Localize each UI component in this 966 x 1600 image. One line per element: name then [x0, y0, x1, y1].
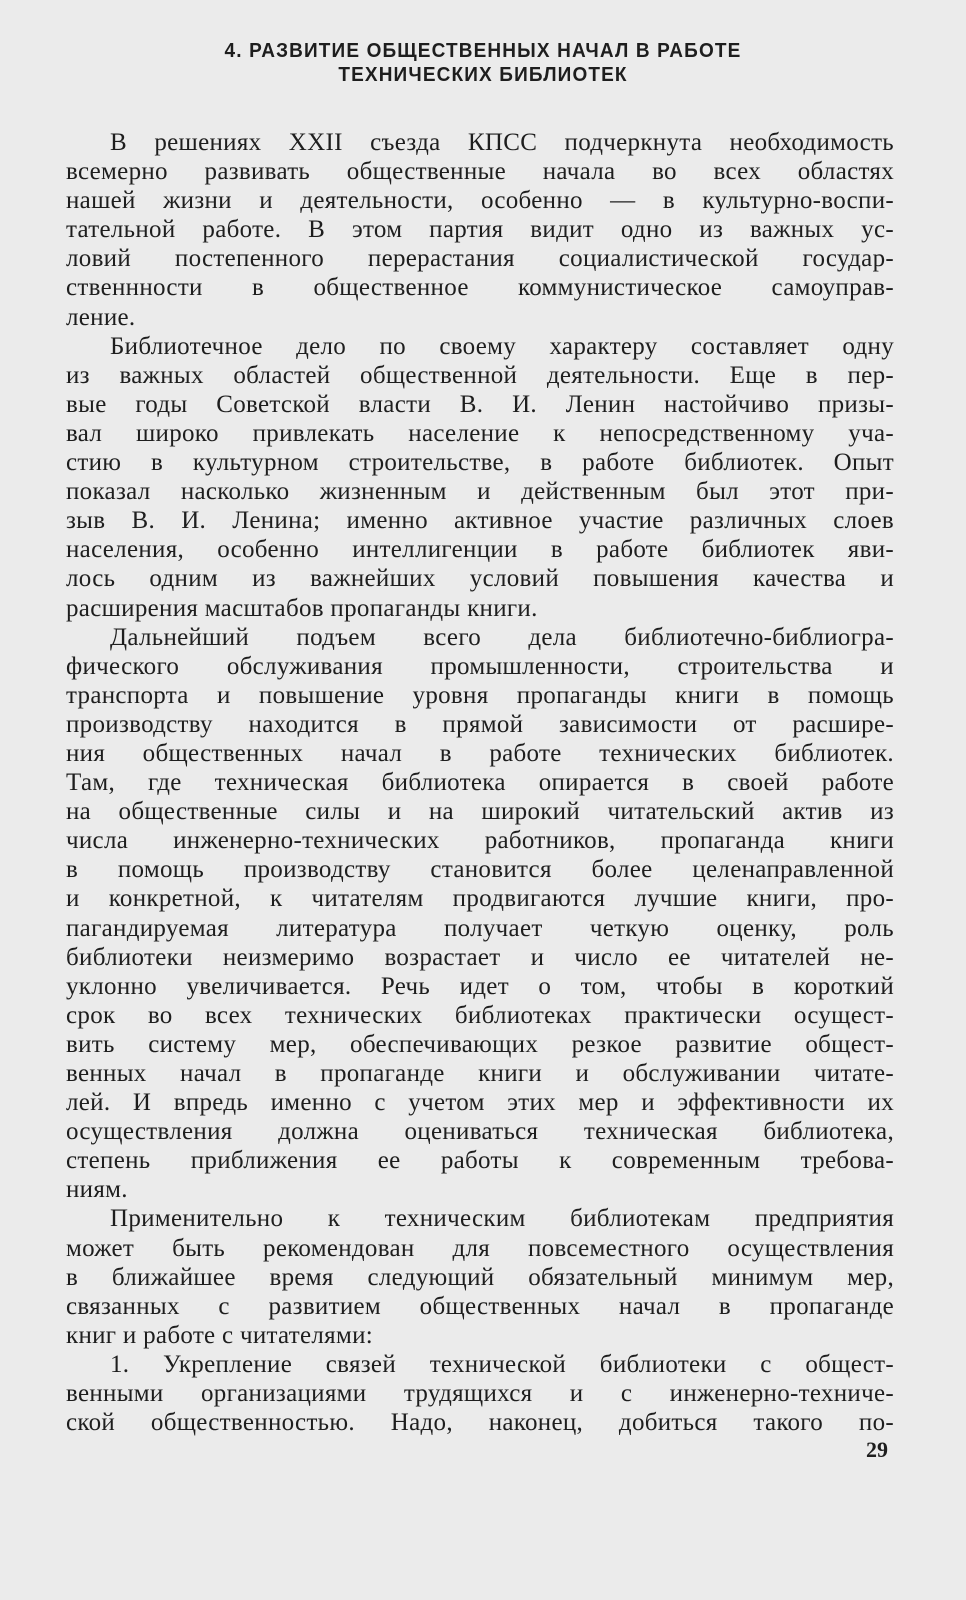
text-line: венными организациями трудящихся и с инженерно-техниче-	[66, 1380, 894, 1408]
text-line: 1. Укрепление связей технической библиотеки с общест-	[110, 1350, 894, 1378]
text-line: библиотеки неизмеримо возрастает и число ее читателей не-	[66, 943, 894, 971]
text-line: ловий постепенного перерастания социалистической государ-	[66, 245, 894, 273]
text-line: фического обслуживания промышленности, строительства и	[66, 652, 894, 680]
text-line: стию в культурном строительстве, в работе библиотек. Опыт	[66, 449, 894, 477]
text-line: осуществления должна оцениваться техническая библиотека,	[66, 1118, 894, 1146]
text-line: в ближайшее время следующий обязательный минимум мер,	[66, 1263, 894, 1291]
text-line: населения, особенно интеллигенции в работе библиотек яви-	[66, 536, 894, 564]
text-line: всемерно развивать общественные начала во всех областях	[66, 158, 894, 186]
section-heading-line-2: ТЕХНИЧЕСКИХ БИБЛИОТЕК	[338, 64, 628, 86]
text-line: лей. И впредь именно с учетом этих мер и эффективности их	[66, 1089, 894, 1117]
text-line: пагандируемая литература получает четкую оценку, роль	[66, 914, 894, 942]
text-line: вые годы Советской власти В. И. Ленин настойчиво призы-	[66, 390, 894, 418]
paragraph	[66, 128, 894, 332]
text-line: венных начал в пропаганде книги и обслуживании читате-	[66, 1060, 894, 1087]
text-line: срок во всех технических библиотеках практически осущест-	[66, 1001, 894, 1029]
text-line: вить систему мер, обеспечивающих резкое развитие общест-	[66, 1030, 894, 1058]
text-line: Там, где техническая библиотека опирается в своей работе	[66, 769, 894, 797]
paragraph	[66, 1204, 894, 1349]
text-line: и конкретной, к читателям продвигаются лучшие книги, про-	[66, 885, 894, 913]
text-line: уклонно увеличивается. Речь идет о том, чтобы в короткий	[66, 972, 894, 1000]
text-line: расширения масштабов пропаганды книги.	[66, 594, 538, 622]
text-line: Библиотечное дело по своему характеру составляет одну	[110, 332, 894, 360]
text-line: ление.	[66, 303, 136, 331]
text-line: книг и работе с читателями:	[66, 1321, 374, 1349]
text-line: на общественные силы и на широкий читательский актив из	[66, 798, 894, 826]
paragraph	[66, 1350, 894, 1437]
body-text	[66, 128, 894, 1437]
text-line: тательной работе. В этом партия видит одно из важных ус-	[66, 216, 894, 244]
text-line: зыв В. И. Ленина; именно активное участие различных слоев	[66, 507, 894, 535]
text-line: ской общественностью. Надо, наконец, добиться такого по-	[66, 1409, 894, 1437]
text-line: вал широко привлекать население к непосредственному уча-	[66, 419, 894, 447]
text-line: связанных с развитием общественных начал в пропаганде	[66, 1292, 894, 1320]
paragraph	[66, 623, 894, 1205]
text-line: транспорта и повышение уровня пропаганды книги в помощь	[66, 681, 894, 709]
section-heading-line-1: 4. РАЗВИТИЕ ОБЩЕСТВЕННЫХ НАЧАЛ В РАБОТЕ	[224, 40, 742, 62]
text-line: нашей жизни и деятельности, особенно — в культурно-воспи-	[66, 187, 894, 215]
text-line: производству находится в прямой зависимости от расшире-	[66, 710, 894, 738]
page-number: 29	[866, 1437, 888, 1462]
text-line: Дальнейший подъем всего дела библиотечно-библиогра-	[110, 623, 894, 651]
text-line: ственнности в общественное коммунистическое самоуправ-	[66, 274, 894, 302]
text-line: лось одним из важнейших условий повышения качества и	[66, 565, 894, 593]
text-line: Применительно к техническим библиотекам предприятия	[110, 1205, 894, 1233]
text-line: числа инженерно-технических работников, пропаганда книги	[66, 827, 894, 855]
text-line: степень приближения ее работы к современным требова-	[66, 1147, 894, 1175]
text-line: В решениях XXII съезда КПСС подчеркнута необходимость	[110, 129, 894, 156]
text-line: ниям.	[66, 1176, 128, 1204]
text-line: может быть рекомендован для повсеместного осуществления	[66, 1234, 894, 1262]
text-line: из важных областей общественной деятельности. Еще в пер-	[66, 361, 894, 389]
paragraph	[66, 332, 894, 623]
text-line: показал насколько жизненным и действенным был этот при-	[66, 478, 894, 506]
text-line: ния общественных начал в работе технических библиотек.	[66, 739, 894, 767]
text-line: в помощь производству становится более целенаправленной	[66, 856, 894, 884]
